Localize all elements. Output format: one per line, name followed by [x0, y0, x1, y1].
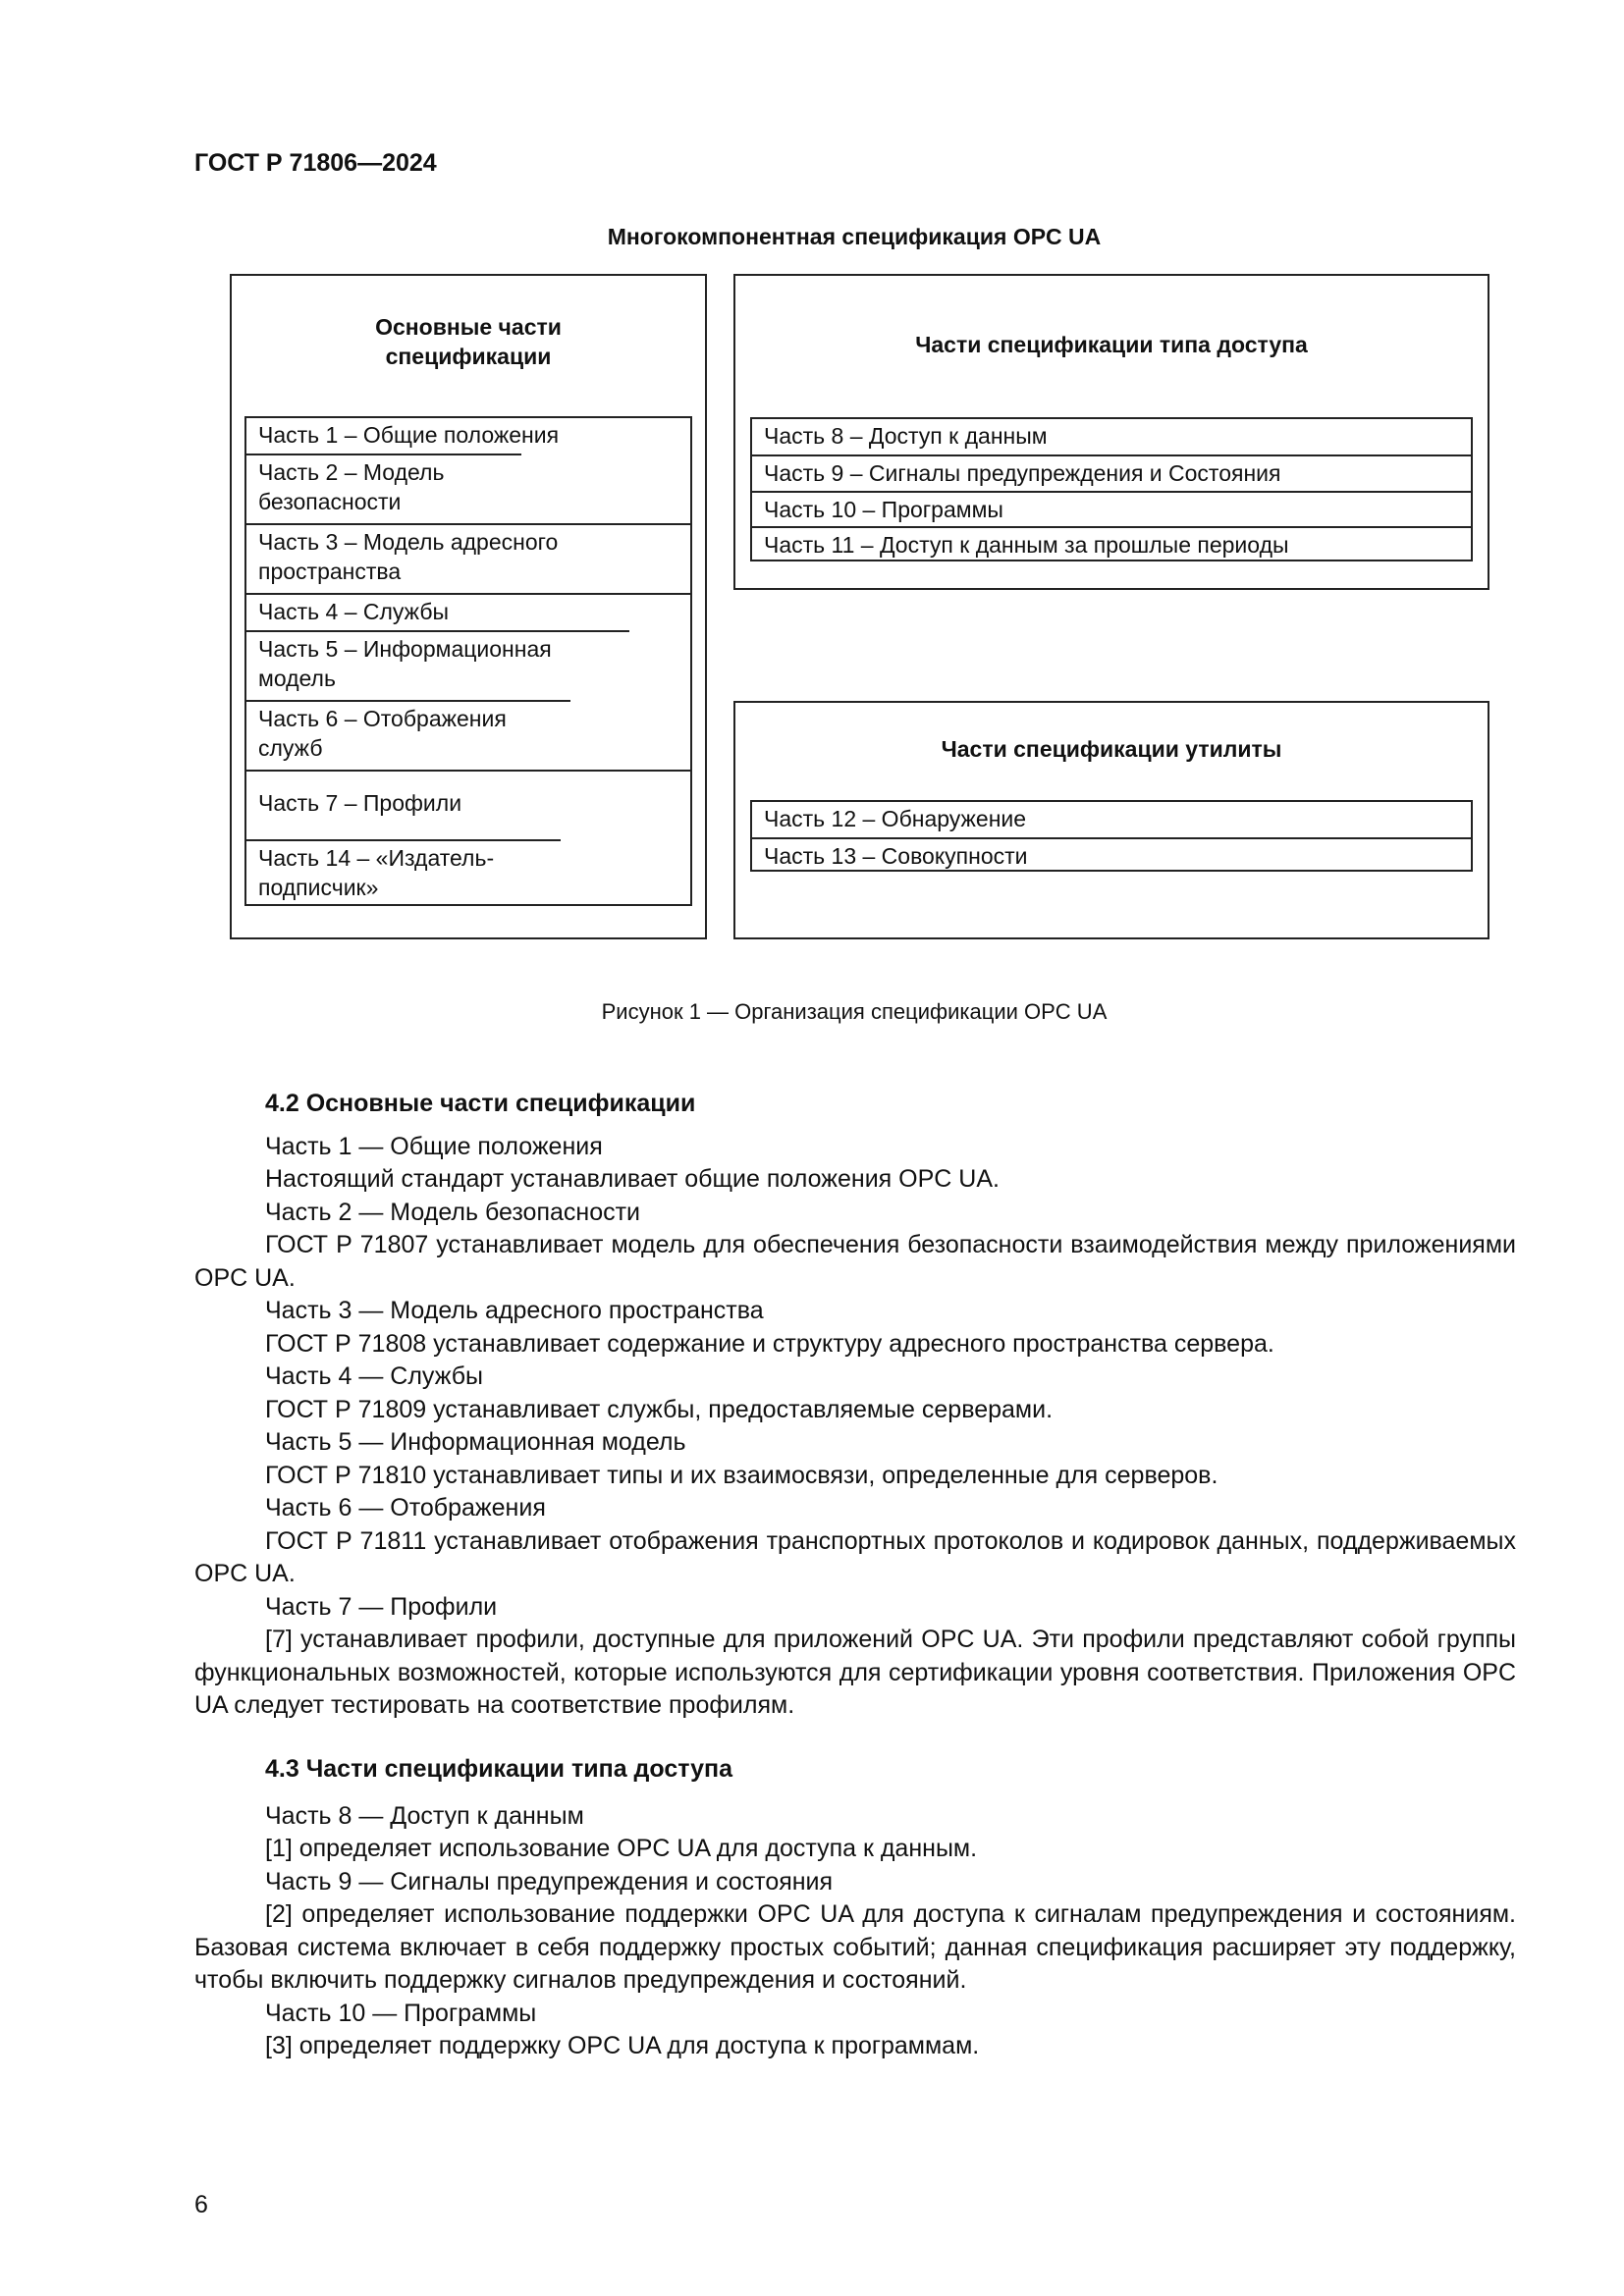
- list-item: Часть 8 – Доступ к данным: [764, 423, 1048, 449]
- list-item: Часть 4 – Службы: [246, 593, 690, 630]
- part-title: Часть 10 — Программы: [265, 1999, 537, 2027]
- part-title: Часть 1 — Общие положения: [265, 1132, 603, 1160]
- list-item: Часть 11 – Доступ к данным за прошлые периоды: [752, 526, 1471, 563]
- list-item: Часть 6 – Отображения служб: [246, 700, 570, 770]
- part-description: ГОСТ Р 71811 устанавливает отображения транспортных протоколов и кодировок данных, поддерживаемых OPC UA.: [194, 1526, 1516, 1587]
- list-item: Часть 13 – Совокупности: [752, 837, 1471, 874]
- part-title: Часть 4 — Службы: [265, 1362, 483, 1390]
- part-title: Часть 5 — Информационная модель: [265, 1428, 686, 1456]
- main-parts-title-line2: спецификации: [385, 344, 552, 369]
- standard-number: ГОСТ Р 71806—2024: [194, 149, 437, 177]
- list-item: Часть 14 – «Издатель-подписчик»: [246, 839, 561, 908]
- list-item: Часть 12 – Обнаружение: [764, 806, 1027, 831]
- part-title: Часть 8 — Доступ к данным: [265, 1801, 584, 1830]
- section-4-3: [194, 1753, 1516, 2063]
- utility-parts-title: Части спецификации утилиты: [941, 736, 1282, 762]
- part-description: [1] определяет использование OPC UA для доступа к данным.: [265, 1835, 978, 1862]
- part-title: Часть 6 — Отображения: [265, 1494, 546, 1522]
- figure-title: Многокомпонентная спецификация OPC UA: [607, 224, 1102, 249]
- main-parts-table: [244, 416, 692, 906]
- utility-parts-table: [750, 800, 1473, 872]
- part-description: ГОСТ Р 71810 устанавливает типы и их взаимосвязи, определенные для серверов.: [265, 1461, 1218, 1489]
- section-heading: 4.2 Основные части спецификации: [265, 1090, 696, 1117]
- list-item: Часть 5 – Информационная модель: [246, 630, 629, 700]
- part-description: [3] определяет поддержку OPC UA для доступа к программам.: [265, 2032, 980, 2059]
- part-title: Часть 9 — Сигналы предупреждения и состояния: [265, 1867, 834, 1896]
- list-item: Часть 3 – Модель адресного пространства: [246, 523, 690, 593]
- access-parts-title: Части спецификации типа доступа: [915, 332, 1308, 357]
- list-item: Часть 7 – Профили: [246, 770, 690, 839]
- access-parts-table: [750, 417, 1473, 561]
- part-title: Часть 3 — Модель адресного пространства: [265, 1297, 764, 1324]
- part-description: Настоящий стандарт устанавливает общие положения OPC UA.: [265, 1165, 1000, 1193]
- part-description: [7] устанавливает профили, доступные для приложений OPC UA. Эти профили представляют собой группы функциональных возможностей, которые используются для сертификации уровня соответствия. Приложения OPC UA следует тестировать на соответствие профилям.: [194, 1626, 1516, 1719]
- main-parts-title-line1: Основные части: [375, 314, 562, 340]
- part-description: ГОСТ Р 71809 устанавливает службы, предоставляемые серверами.: [265, 1395, 1054, 1423]
- figure-caption: Рисунок 1 — Организация спецификации OPC UA: [601, 999, 1108, 1024]
- list-item: Часть 1 – Общие положения: [258, 422, 560, 448]
- utility-parts-box: [733, 701, 1489, 939]
- part-description: ГОСТ Р 71808 устанавливает содержание и структуру адресного пространства сервера.: [265, 1329, 1274, 1358]
- part-description: ГОСТ Р 71807 устанавливает модель для обеспечения безопасности взаимодействия между приложениями OPC UA.: [194, 1231, 1516, 1292]
- part-title: Часть 7 — Профили: [265, 1592, 498, 1621]
- main-parts-box: [230, 274, 707, 939]
- section-4-2: [194, 1088, 1516, 1723]
- section-heading: 4.3 Части спецификации типа доступа: [265, 1755, 733, 1783]
- list-item: Часть 9 – Сигналы предупреждения и Состояния: [752, 454, 1471, 491]
- access-parts-box: [733, 274, 1489, 590]
- part-description: [2] определяет использование поддержки OPC UA для доступа к сигналам предупреждения и состояниям. Базовая система включает в себя поддержку простых событий; данная спецификация расширяет эту поддержку, чтобы включить поддержку сигналов предупреждения и состояний.: [194, 1900, 1516, 1994]
- list-item: Часть 2 – Модель безопасности: [246, 454, 521, 523]
- list-item: Часть 10 – Программы: [752, 491, 1471, 526]
- part-title: Часть 2 — Модель безопасности: [265, 1198, 641, 1226]
- main-parts-title: [232, 312, 705, 371]
- page-number: 6: [194, 2191, 208, 2218]
